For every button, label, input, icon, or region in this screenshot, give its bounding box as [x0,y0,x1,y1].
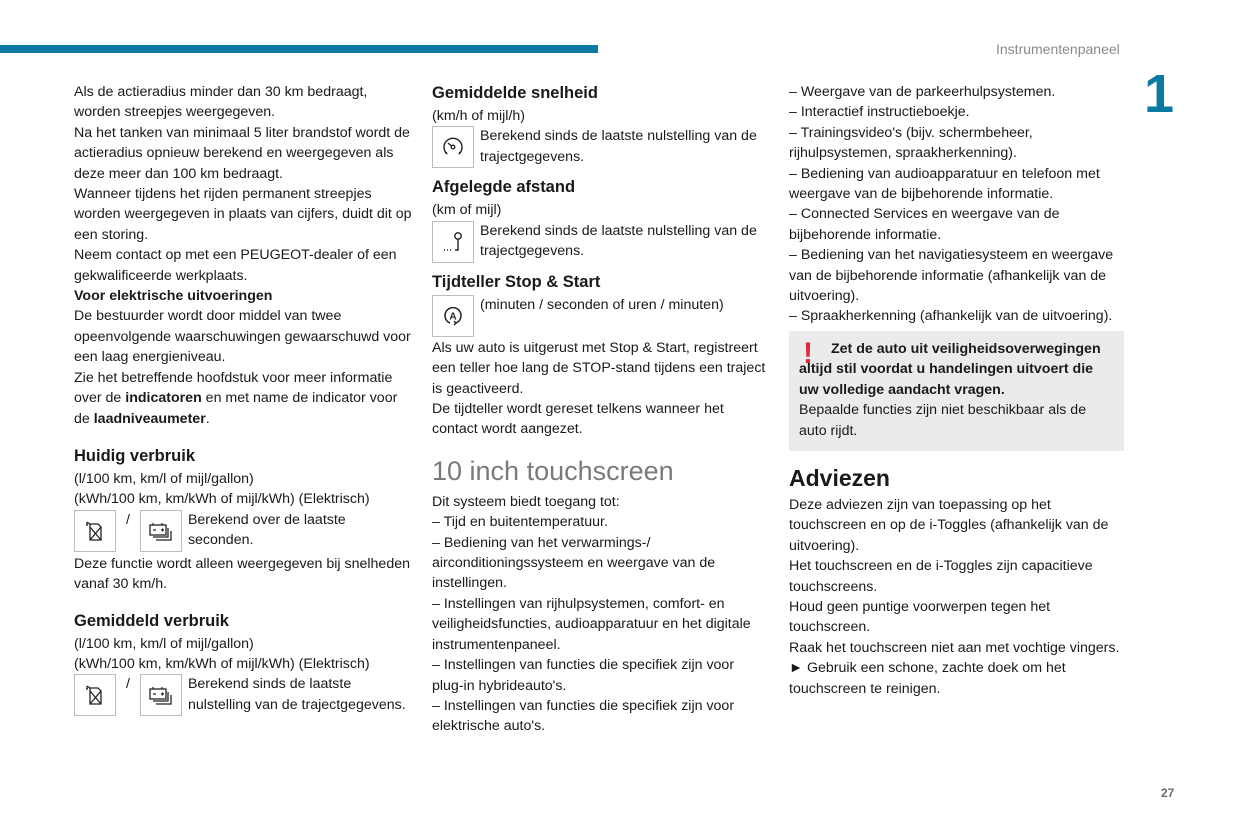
units: (l/100 km, km/l of mijl/gallon) [74,635,254,652]
subheading-electric: Voor elektrische uitvoeringen [74,288,273,305]
column-2 [432,82,767,737]
icon-row [74,674,414,716]
icon-row [432,221,767,263]
separator: / [126,676,130,693]
see-reference [74,368,414,429]
link-laadniveaumeter: laadniveaumeter [93,410,206,427]
chapter-number: 1 [1144,64,1175,124]
icon-description: Berekend over de laatste seconden. [187,511,346,549]
heading-distance: Afgelegde afstand [432,178,576,197]
list-item: – Weergave van de parkeerhulpsystemen. [789,84,1056,100]
paragraph: Als uw auto is uitgerust met Stop & Start, registreert een teller hoe lang de STOP-stand tijdens een traject is geactiveerd. [432,339,766,397]
list-item: – Bediening van het verwarmings-/ airconditioningssysteem en weergave van de instellingen. [432,534,716,592]
list-item: – Trainingsvideo's (bijv. schermbeheer, rijhulpsystemen, spraakherkenning). [789,124,1033,162]
icon-description: Berekend sinds de laatste nulstelling van de trajectgegevens. [187,676,406,713]
icon-row [432,295,767,337]
battery-icon [140,510,182,552]
paragraph: Na het tanken van minimaal 5 liter brandstof wordt de actieradius opnieuw berekend en weergegeven als deze meer dan 100 km bedraagt. [74,124,410,182]
fuel-can-icon [74,510,116,552]
page-number: 27 [1161,786,1175,800]
speedometer-icon [432,126,474,168]
heading-advice: Adviezen [789,464,890,491]
paragraph: Raak het touchscreen niet aan met vochtige vingers. [789,639,1120,656]
warning-strong-text: Zet de auto uit veiligheidsoverwegingen altijd stil voordat u handelingen uitvoert die uw volledige aandacht vragen. [799,340,1101,398]
paragraph: De tijdteller wordt gereset telkens wanneer het contact wordt aangezet. [432,401,724,438]
icon-row [74,510,414,552]
battery-icon [140,674,182,716]
heading-average-speed: Gemiddelde snelheid [432,84,598,102]
paragraph: Als de actieradius minder dan 30 km bedraagt, worden streepjes weergegeven. [74,84,368,121]
separator: / [126,511,130,528]
list-item: – Instellingen van functies die specifiek zijn voor plug-in hybrideauto's. [432,657,735,694]
list-item: – Bediening van het navigatiesysteem en weergave van de bijbehorende informatie (afhankelijk van de uitvoering). [789,247,1114,305]
heading-average-consumption: Gemiddeld verbruik [74,611,229,630]
fuel-can-icon [74,674,116,716]
paragraph: Deze functie wordt alleen weergegeven bij snelheden vanaf 30 km/h. [74,555,410,593]
icon-description: Berekend sinds de laatste nulstelling van de trajectgegevens. [480,222,757,260]
units: (kWh/100 km, km/kWh of mijl/kWh) (Elektrisch) [74,491,370,508]
heading-current-consumption: Huidig verbruik [74,446,196,465]
text: en met name de indicator voor de [74,390,398,427]
svg-text:A: A [449,311,457,323]
list-item: – Interactief instructieboekje. [789,104,970,121]
warning-exclamation-icon: ! [803,336,813,370]
paragraph: Neem contact op met een PEUGEOT-dealer of een gekwalificeerde werkplaats. [74,247,397,284]
units: (kWh/100 km, km/kWh of mijl/kWh) (Elektrisch) [74,655,370,672]
link-indicatoren: indicatoren [125,390,202,407]
list-item: – Instellingen van functies die specifiek zijn voor elektrische auto's. [432,697,735,735]
list-item: – Instellingen van rijhulpsystemen, comfort- en veiligheidsfuncties, audioapparatuur en het digitale instrumentenpaneel. [432,595,751,653]
paragraph: Dit systeem biedt toegang tot: [432,493,620,510]
warning-box [789,331,1124,451]
units: (km/h of mijl/h) [432,108,526,124]
icon-description: (minuten / seconden of uren / minuten) [480,296,724,313]
stop-start-icon [432,295,474,337]
column-3 [789,82,1124,699]
heading-stop-start: Tijdteller Stop & Start [432,272,601,291]
text: . [205,410,210,427]
list-item: – Connected Services en weergave van de bijbehorende informatie. [789,206,1060,243]
units: (l/100 km, km/l of mijl/gallon) [74,470,254,487]
warning-text: Bepaalde functies zijn niet beschikbaar als de auto rijdt. [799,402,1087,439]
list-item: – Spraakherkenning (afhankelijk van de uitvoering). [789,308,1113,325]
paragraph: Het touchscreen en de i-Toggles zijn capacitieve touchscreens. [789,558,1093,595]
heading-touchscreen: 10 inch touchscreen [432,455,674,486]
text: Zie het betreffende hoofdstuk voor meer informatie over de [74,369,393,407]
bullet-instruction: ► Gebruik een schone, zachte doek om het touchscreen te reinigen. [789,660,1066,697]
paragraph: Deze adviezen zijn van toepassing op het touchscreen en op de i-Toggles (afhankelijk van de uitvoering). [789,496,1109,554]
column-1 [74,82,414,716]
icon-description: Berekend sinds de laatste nulstelling van de trajectgegevens. [480,128,757,165]
units: (km of mijl) [432,202,502,219]
icon-row [432,126,767,168]
list-item: – Tijd en buitentemperatuur. [432,514,608,531]
header-accent-bar [0,45,598,53]
paragraph: De bestuurder wordt door middel van twee opeenvolgende waarschuwingen gewaarschuwd voor een laag energieniveau. [74,308,411,366]
paragraph: Houd geen puntige voorwerpen tegen het touchscreen. [789,598,1051,636]
paragraph: Wanneer tijdens het rijden permanent streepjes worden weergegeven in plaats van cijfers, duidt dit op een storing. [74,186,412,243]
list-item: – Bediening van audioapparatuur en telefoon met weergave van de bijbehorende informatie. [789,165,1100,203]
distance-pin-icon [432,221,474,263]
section-label: Instrumentenpaneel [996,41,1120,57]
